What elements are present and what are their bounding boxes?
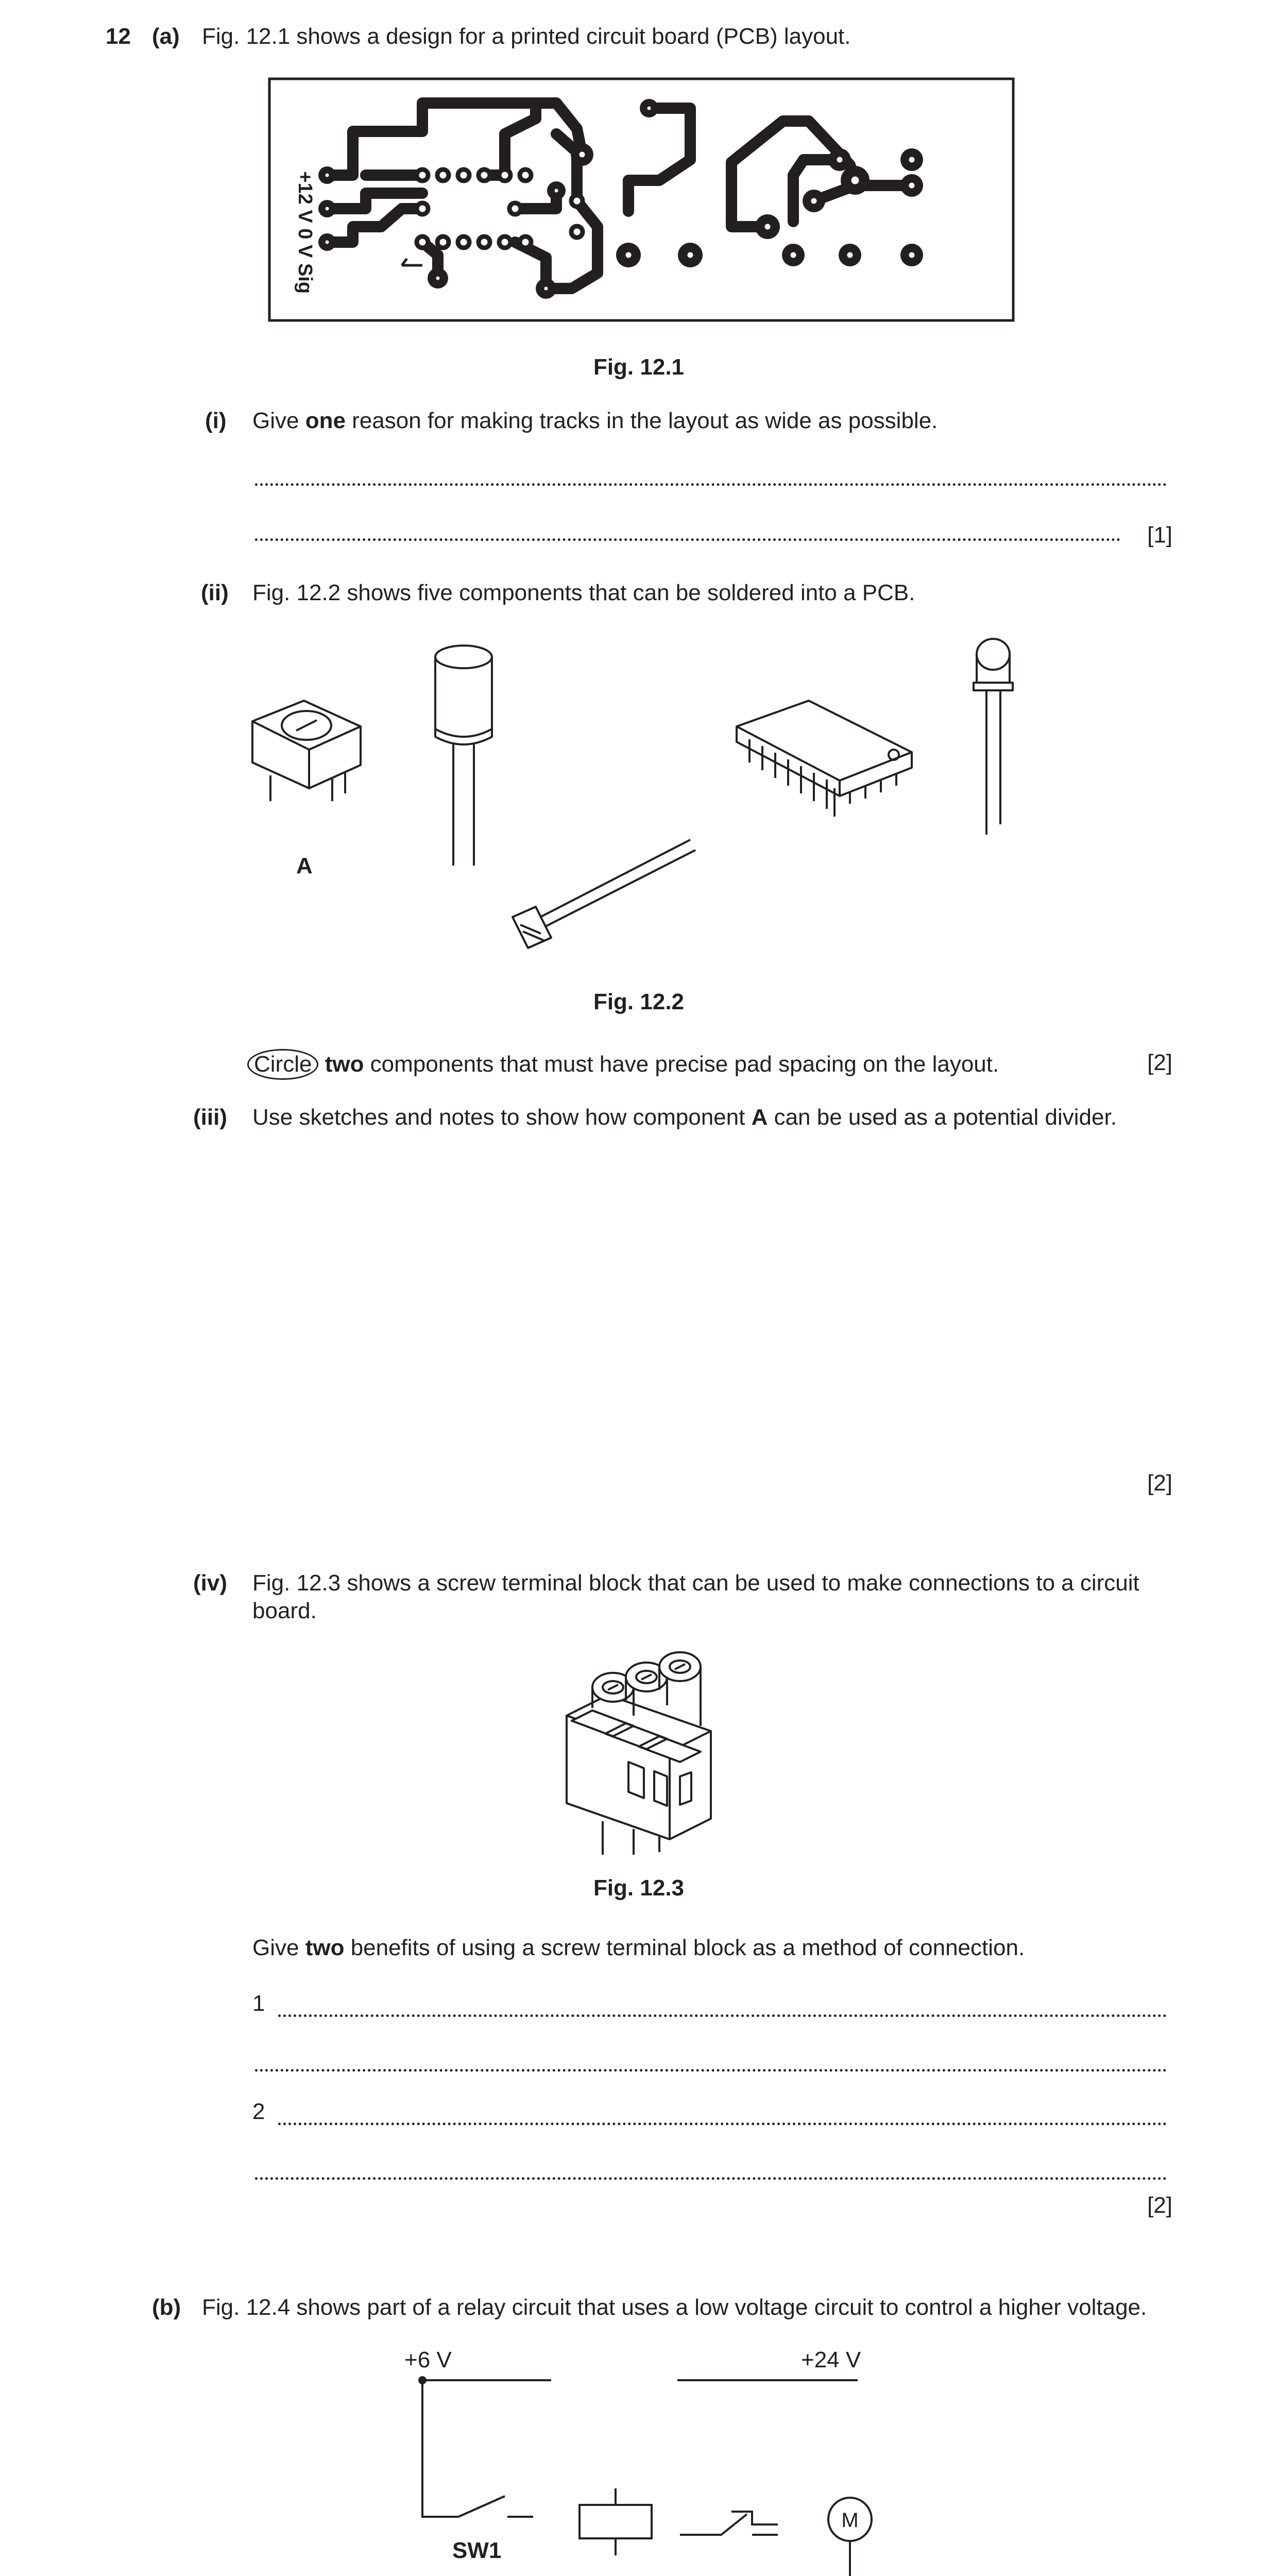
fig-12-2-caption: Fig. 12.2 bbox=[593, 989, 685, 1014]
question-number: 12 bbox=[106, 24, 131, 49]
pcb-label: +12 V 0 V Sig bbox=[294, 171, 316, 294]
answer-number-1: 1 bbox=[252, 1991, 265, 2016]
a-i-label: (i) bbox=[205, 408, 227, 433]
a-ii-intro: Fig. 12.2 shows five components that can be soldered into a PCB. bbox=[252, 580, 915, 605]
fig-12-1-caption: Fig. 12.1 bbox=[593, 354, 685, 380]
part-a-label: (a) bbox=[152, 24, 180, 49]
part-a-intro: Fig. 12.1 shows a design for a printed circuit board (PCB) layout. bbox=[202, 24, 851, 49]
components-figure bbox=[242, 629, 1046, 979]
answer-line[interactable] bbox=[255, 2177, 1167, 2180]
sketch-area[interactable] bbox=[252, 1139, 1169, 1458]
fig-12-3-caption: Fig. 12.3 bbox=[593, 1875, 685, 1901]
answer-line[interactable] bbox=[255, 483, 1167, 486]
a-iii-question: Use sketches and notes to show how component A can be used as a potential divider. bbox=[252, 1105, 1117, 1130]
part-b-intro: Fig. 12.4 shows part of a relay circuit that uses a low voltage circuit to control a higher voltage. bbox=[202, 2295, 1147, 2320]
a-ii-label: (ii) bbox=[201, 580, 229, 605]
relay-circuit-figure bbox=[391, 2339, 907, 2576]
a-i-question: Give one reason for making tracks in the layout as wide as possible. bbox=[252, 408, 938, 433]
answer-line[interactable] bbox=[255, 538, 1120, 541]
answer-number-2: 2 bbox=[252, 2099, 265, 2124]
a-iii-label: (iii) bbox=[193, 1105, 227, 1130]
marks-a-ii: [2] bbox=[1147, 1050, 1172, 1075]
answer-line[interactable] bbox=[278, 2123, 1167, 2125]
pcb-layout-figure bbox=[268, 77, 1015, 322]
marks-a-i: [1] bbox=[1147, 522, 1172, 548]
answer-line[interactable] bbox=[255, 2069, 1167, 2072]
a-iv-line2: board. bbox=[252, 1598, 317, 1623]
marks-a-iii: [2] bbox=[1147, 1470, 1172, 1496]
label-plus-24v: +24 V bbox=[801, 2347, 861, 2372]
label-sw1: SW1 bbox=[452, 2538, 502, 2563]
part-b-label: (b) bbox=[152, 2295, 181, 2320]
label-plus-6v: +6 V bbox=[404, 2347, 452, 2372]
a-iv-label: (iv) bbox=[193, 1570, 227, 1596]
a-iv-question: Give two benefits of using a screw terminal block as a method of connection. bbox=[252, 1935, 1025, 1960]
screw-terminal-figure bbox=[556, 1649, 726, 1860]
component-a-label: A bbox=[296, 853, 313, 878]
marks-a-iv: [2] bbox=[1147, 2193, 1172, 2218]
motor-label: M bbox=[841, 2509, 859, 2532]
a-ii-instruction: Circle two components that must have precise pad spacing on the layout. bbox=[253, 1049, 999, 1080]
answer-line[interactable] bbox=[278, 2014, 1167, 2017]
a-iv-line1: Fig. 12.3 shows a screw terminal block that can be used to make connections to a circuit bbox=[252, 1570, 1139, 1596]
